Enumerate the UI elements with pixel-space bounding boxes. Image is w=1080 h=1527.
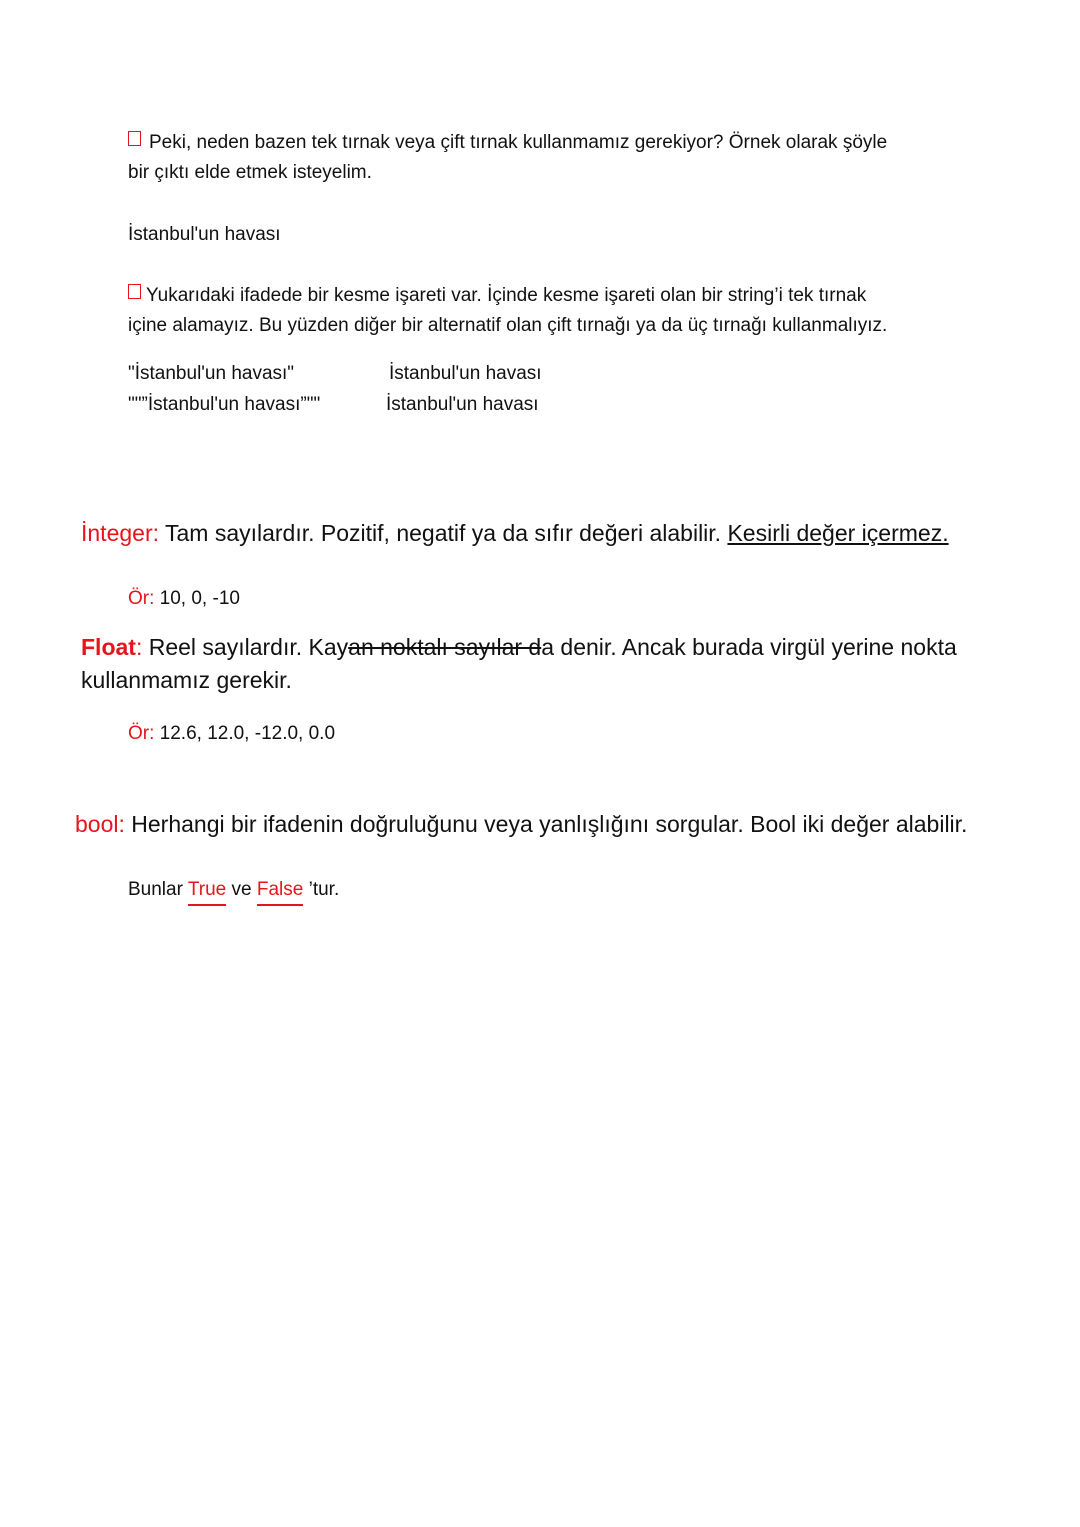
paragraph-apostrophe <box>128 284 866 307</box>
example-label: Ör: <box>128 723 155 744</box>
integer-example <box>128 588 240 610</box>
true-value: True <box>188 879 226 906</box>
text: içine alamayız. Bu yüzden diğer bir alternatif olan çift tırnağı ya da üç tırnağı kullanmalıyız. <box>128 315 888 336</box>
text: ve <box>226 879 257 900</box>
term-integer: İnteger: <box>81 520 159 546</box>
bool-definition <box>75 811 967 838</box>
text: Peki, neden bazen tek tırnak veya çift tırnak kullanmamız gerekiyor? Örnek olarak şöyle <box>149 132 888 153</box>
struck-text: an noktalı sayılar d <box>348 634 542 660</box>
code-example: "İstanbul'un havası" <box>128 363 295 384</box>
code-example: ""”İstanbul'un havası”"" <box>128 394 321 415</box>
false-value: False <box>257 879 303 906</box>
example-values: 12.6, 12.0, -12.0, 0.0 <box>154 723 336 744</box>
text: Tam sayılardır. Pozitif, negatif ya da sıfır değeri alabilir. <box>159 520 728 546</box>
underlined-text: Kesirli değer içermez. <box>727 520 949 546</box>
bullet-box-icon <box>128 131 141 146</box>
code-output: İstanbul'un havası <box>386 394 539 415</box>
float-example <box>128 723 335 745</box>
example-values: 10, 0, -10 <box>154 588 240 609</box>
text: Bunlar <box>128 879 188 900</box>
text: Herhangi bir ifadenin doğruluğunu veya yanlışlığını sorgular. Bool iki değer alabilir. <box>124 811 968 837</box>
example-label: Ör: <box>128 588 155 609</box>
integer-definition <box>81 520 949 547</box>
colon: : <box>135 634 143 660</box>
paragraph-quotes-question <box>128 131 887 154</box>
text: Yukarıdaki ifadede bir kesme işareti var. İçinde kesme işareti olan bir string’i tek tırnak <box>146 285 867 306</box>
bool-values <box>128 879 339 901</box>
term-float: Float <box>81 634 136 660</box>
term-bool: bool: <box>75 811 125 837</box>
bullet-box-icon <box>128 284 141 299</box>
text: a denir. Ancak burada virgül yerine nokta <box>541 634 957 660</box>
example-output: İstanbul'un havası <box>128 224 281 245</box>
text: kullanmamız gerekir. <box>81 667 292 693</box>
code-output: İstanbul'un havası <box>389 363 542 384</box>
text: bir çıktı elde etmek isteyelim. <box>128 162 372 183</box>
text: Reel sayılardır. Kay <box>142 634 349 660</box>
text: ’tur. <box>303 879 340 900</box>
float-definition <box>81 634 957 661</box>
